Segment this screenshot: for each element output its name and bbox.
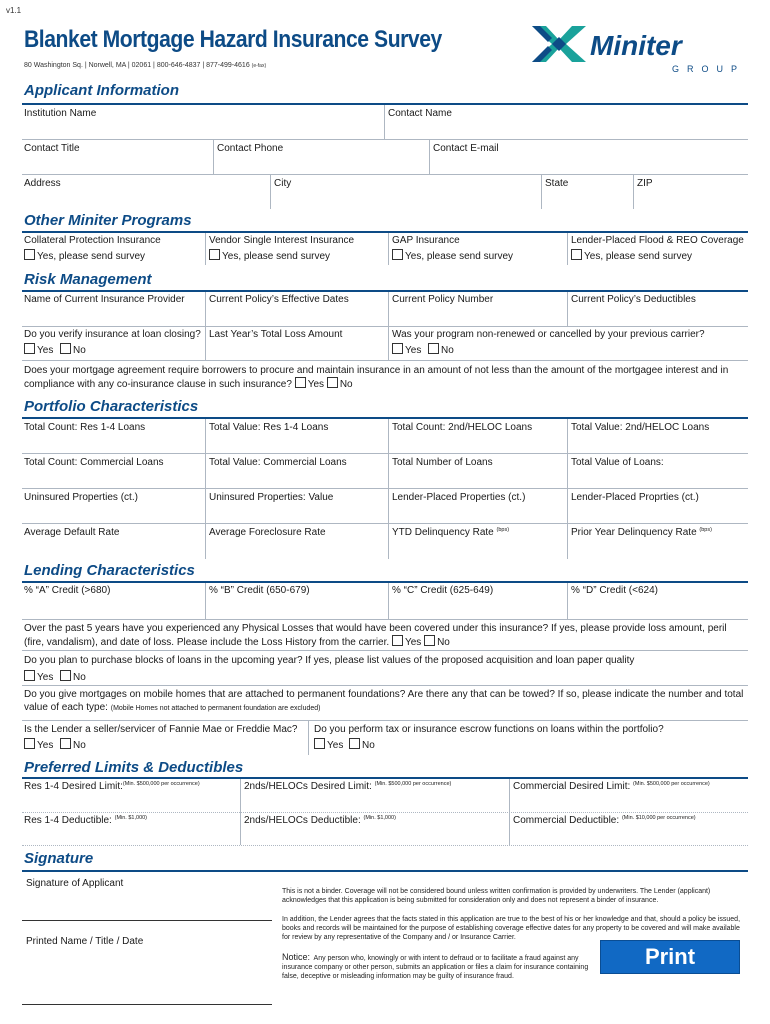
purchase-blocks-question: Do you plan to purchase blocks of loans in the upcoming year? If yes, please list values of the proposed acquisition and loan paper quality xyxy=(24,655,635,666)
purchase-blocks-no-option[interactable] xyxy=(60,670,86,683)
uninsured-value-field[interactable]: Uninsured Properties: Value xyxy=(209,492,334,503)
zip-field[interactable]: ZIP xyxy=(637,178,653,189)
efax-note: (e-fax) xyxy=(251,63,267,69)
option-label: No xyxy=(73,345,86,356)
heloc-limit-field[interactable] xyxy=(244,781,451,792)
total-number-field[interactable]: Total Number of Loans xyxy=(392,457,493,468)
checkbox-label: Yes, please send survey xyxy=(584,251,693,262)
value-commercial-field[interactable]: Total Value: Commercial Loans xyxy=(209,457,347,468)
coinsurance-question-text: Does your mortgage agreement require borrowers to procure and maintain insurance in an amount of not less than the amount of the mortgagee interest and in compliance with any co-insurance clause in such insurance? xyxy=(24,365,729,390)
logo-wordmark: Miniter xyxy=(590,30,682,61)
contact-email-field[interactable]: Contact E-mail xyxy=(433,143,499,154)
heloc-limit-label: 2nds/HELOCs Desired Limit: xyxy=(244,781,372,792)
total-value-field[interactable]: Total Value of Loans: xyxy=(571,457,664,468)
divider xyxy=(22,812,748,813)
checkbox-icon[interactable] xyxy=(24,343,35,354)
printed-name-line xyxy=(22,1004,272,1005)
signature-field[interactable]: Signature of Applicant xyxy=(26,878,124,889)
survey-checkbox-lender-placed[interactable] xyxy=(571,249,692,262)
checkbox-icon[interactable] xyxy=(327,377,338,388)
fraud-notice xyxy=(282,953,592,981)
heloc-deductible-note: (Min. $1,000) xyxy=(363,815,396,821)
option-label: No xyxy=(73,672,86,683)
checkbox-icon[interactable] xyxy=(428,343,439,354)
state-field[interactable]: State xyxy=(545,178,569,189)
company-address xyxy=(24,62,266,69)
divider xyxy=(22,326,748,327)
divider xyxy=(213,140,214,174)
count-heloc-field[interactable]: Total Count: 2nd/HELOC Loans xyxy=(392,422,533,433)
option-label: Yes xyxy=(327,740,344,751)
physical-losses-yes-option[interactable] xyxy=(392,637,421,648)
option-label: Yes xyxy=(37,740,54,751)
page-title: Blanket Mortgage Hazard Insurance Survey xyxy=(24,26,442,53)
checkbox-icon[interactable] xyxy=(295,377,306,388)
agreement-note: In addition, the Lender agrees that the facts stated in this application are true to the best of his or her knowledge and that, should a policy be issued, books and records will be maintained for the purpose of establishing coverage effective dates for any property to be covered and will make available for review by any representative of the Company and / or Insurance Carrier. xyxy=(282,916,741,941)
divider xyxy=(384,105,385,139)
purchase-blocks-yes-option[interactable] xyxy=(24,670,53,683)
coinsurance-yes-option[interactable] xyxy=(295,379,324,390)
deductibles-field[interactable]: Current Policy’s Deductibles xyxy=(571,294,696,305)
section-signature-title: Signature xyxy=(24,850,94,867)
lender-placed-props-field[interactable]: Lender-Placed Proprties (ct.) xyxy=(571,492,699,503)
contact-title-field[interactable]: Contact Title xyxy=(24,143,80,154)
total-loss-field[interactable]: Last Year’s Total Loss Amount xyxy=(209,329,343,340)
section-applicant-title: Applicant Information xyxy=(24,82,179,99)
divider xyxy=(22,360,748,361)
program-collateral-label: Collateral Protection Insurance xyxy=(24,235,161,246)
divider xyxy=(567,419,568,559)
avg-default-field[interactable]: Average Default Rate xyxy=(24,527,120,538)
signature-line xyxy=(22,920,272,921)
checkbox-icon[interactable] xyxy=(392,635,403,646)
option-label: Yes xyxy=(37,672,54,683)
commercial-deductible-field[interactable] xyxy=(513,815,696,826)
mobile-homes-question xyxy=(24,688,746,715)
escrow-yes-option[interactable] xyxy=(314,738,343,751)
divider xyxy=(388,419,389,559)
checkbox-icon[interactable] xyxy=(571,249,582,260)
checkbox-icon[interactable] xyxy=(209,249,220,260)
section-rule xyxy=(22,103,748,105)
divider xyxy=(205,583,206,619)
divider xyxy=(388,583,389,619)
option-label: No xyxy=(441,345,454,356)
heloc-limit-note: (Min. $500,000 per occurrence) xyxy=(374,781,452,787)
address-text: 80 Washington Sq. | Norwell, MA | 02061 | 800-646-4837 | 877-499-4616 xyxy=(24,62,250,69)
divider xyxy=(22,488,748,489)
effective-dates-field[interactable]: Current Policy’s Effective Dates xyxy=(209,294,349,305)
divider xyxy=(567,292,568,326)
credit-a-field[interactable]: % “A” Credit (>680) xyxy=(24,585,111,596)
res-deductible-note: (Min. $1,000) xyxy=(114,815,148,821)
checkbox-icon[interactable] xyxy=(392,249,403,260)
divider xyxy=(22,845,748,846)
checkbox-icon[interactable] xyxy=(24,738,35,749)
printed-name-field[interactable]: Printed Name / Title / Date xyxy=(26,936,144,947)
credit-d-field[interactable]: % “D” Credit (<624) xyxy=(571,585,658,596)
heloc-deductible-field[interactable] xyxy=(244,815,396,826)
fannie-no-option[interactable] xyxy=(60,738,86,751)
heloc-deductible-label: 2nds/HELOCs Deductible: xyxy=(244,815,361,826)
physical-losses-no-option[interactable] xyxy=(424,637,450,648)
divider xyxy=(205,292,206,326)
divider xyxy=(205,233,206,265)
prior-delinquency-label: Prior Year Delinquency Rate xyxy=(571,527,697,538)
res-limit-note: (Min. $500,000 per occurrence) xyxy=(122,781,200,787)
checkbox-icon[interactable] xyxy=(349,738,360,749)
section-limits-title: Preferred Limits & Deductibles xyxy=(24,759,244,776)
escrow-question: Do you perform tax or insurance escrow functions on loans within the portfolio? xyxy=(314,724,664,735)
divider xyxy=(388,327,389,360)
res-limit-field[interactable] xyxy=(24,781,200,792)
survey-checkbox-gap[interactable] xyxy=(392,249,513,262)
survey-checkbox-collateral[interactable] xyxy=(24,249,145,262)
divider xyxy=(22,720,748,721)
checkbox-icon[interactable] xyxy=(392,343,403,354)
divider xyxy=(509,779,510,845)
checkbox-icon[interactable] xyxy=(314,738,325,749)
count-res-field[interactable]: Total Count: Res 1-4 Loans xyxy=(24,422,146,433)
section-lending-title: Lending Characteristics xyxy=(24,562,195,579)
verify-yes-option[interactable] xyxy=(24,343,53,356)
divider xyxy=(240,779,241,845)
bps-unit: (bps) xyxy=(699,527,712,533)
avg-foreclosure-field[interactable]: Average Foreclosure Rate xyxy=(209,527,326,538)
divider xyxy=(567,583,568,619)
current-provider-field[interactable]: Name of Current Insurance Provider xyxy=(24,294,185,305)
divider xyxy=(541,175,542,209)
option-label: Yes xyxy=(37,345,54,356)
mobile-homes-text: Do you give mortgages on mobile homes that are attached to permanent foundations? Are there any that can be towed? If so, please indicate the number and total value of each type: xyxy=(24,689,744,713)
commercial-deductible-label: Commercial Deductible: xyxy=(513,815,620,826)
program-gap-label: GAP Insurance xyxy=(392,235,460,246)
miniter-logo-icon xyxy=(530,22,588,66)
program-lender-placed-label: Lender-Placed Flood & REO Coverage xyxy=(571,235,744,246)
divider xyxy=(22,650,748,651)
option-label: No xyxy=(73,740,86,751)
bps-unit: (bps) xyxy=(496,527,510,533)
divider xyxy=(22,685,748,686)
checkbox-label: Yes, please send survey xyxy=(222,251,331,262)
commercial-limit-label: Commercial Desired Limit: xyxy=(513,781,631,792)
logo-group-text: GROUP xyxy=(672,64,746,74)
contact-phone-field[interactable]: Contact Phone xyxy=(217,143,284,154)
address-field[interactable]: Address xyxy=(24,178,61,189)
non-renewed-no-option[interactable] xyxy=(428,343,454,356)
physical-losses-text: Over the past 5 years have you experienced any Physical Losses that would have been covered under this insurance? If yes, please provide loss amount, peril (fire, vandalism), and date of loss. Please include the Loss History from the carrier. xyxy=(24,623,727,648)
section-portfolio-title: Portfolio Characteristics xyxy=(24,398,199,415)
section-rule xyxy=(22,417,748,419)
divider xyxy=(270,175,271,209)
section-rule xyxy=(22,231,748,233)
divider xyxy=(22,523,748,524)
section-rule xyxy=(22,581,748,583)
section-rule xyxy=(22,290,748,292)
divider xyxy=(22,619,748,620)
institution-name-field[interactable]: Institution Name xyxy=(24,108,97,119)
divider xyxy=(205,419,206,559)
policy-number-field[interactable]: Current Policy Number xyxy=(392,294,494,305)
option-label: No xyxy=(362,740,375,751)
checkbox-label: Yes, please send survey xyxy=(37,251,146,262)
divider xyxy=(633,175,634,209)
divider xyxy=(22,174,748,175)
survey-checkbox-vendor[interactable] xyxy=(209,249,330,262)
contact-name-field[interactable]: Contact Name xyxy=(388,108,452,119)
option-label: Yes xyxy=(404,637,422,648)
option-label: Yes xyxy=(307,379,325,390)
checkbox-icon[interactable] xyxy=(424,635,435,646)
print-button[interactable]: Print xyxy=(600,940,740,974)
lender-placed-ct-field[interactable]: Lender-Placed Properties (ct.) xyxy=(392,492,526,503)
notice-label: Notice: xyxy=(282,952,311,962)
divider xyxy=(567,233,568,265)
divider xyxy=(388,233,389,265)
verify-no-option[interactable] xyxy=(60,343,86,356)
section-risk-title: Risk Management xyxy=(24,271,152,288)
option-label: Yes xyxy=(405,345,422,356)
fannie-yes-option[interactable] xyxy=(24,738,53,751)
credit-c-field[interactable]: % “C” Credit (625-649) xyxy=(392,585,494,596)
value-heloc-field[interactable]: Total Value: 2nd/HELOC Loans xyxy=(571,422,710,433)
city-field[interactable]: City xyxy=(274,178,292,189)
coinsurance-question xyxy=(24,364,744,391)
fannie-mae-question: Is the Lender a seller/servicer of Fannie Mae or Freddie Mac? xyxy=(24,724,298,735)
value-res-field[interactable]: Total Value: Res 1-4 Loans xyxy=(209,422,329,433)
divider xyxy=(429,140,430,174)
program-vendor-label: Vendor Single Interest Insurance xyxy=(209,235,355,246)
non-renewed-question: Was your program non-renewed or cancelled by your previous carrier? xyxy=(392,329,705,340)
version-label: v1.1 xyxy=(6,6,22,15)
prior-delinquency-field[interactable] xyxy=(571,527,712,538)
ytd-delinquency-label: YTD Delinquency Rate xyxy=(392,527,494,538)
commercial-limit-field[interactable] xyxy=(513,781,710,792)
commercial-deductible-note: (Min. $10,000 per occurrence) xyxy=(621,815,696,821)
divider xyxy=(388,292,389,326)
checkbox-icon[interactable] xyxy=(60,738,71,749)
option-label: No xyxy=(437,637,450,648)
non-renewed-yes-option[interactable] xyxy=(392,343,421,356)
checkbox-label: Yes, please send survey xyxy=(405,251,514,262)
checkbox-icon[interactable] xyxy=(60,343,71,354)
divider xyxy=(22,139,748,140)
section-rule xyxy=(22,777,748,779)
divider xyxy=(308,721,309,755)
checkbox-icon[interactable] xyxy=(24,670,35,681)
commercial-limit-note: (Min. $500,000 per occurrence) xyxy=(633,781,710,787)
physical-losses-question xyxy=(24,622,746,649)
res-deductible-field[interactable] xyxy=(24,815,147,826)
res-deductible-label: Res 1-4 Deductible: xyxy=(24,815,112,826)
divider xyxy=(22,453,748,454)
checkbox-icon[interactable] xyxy=(24,249,35,260)
section-rule xyxy=(22,870,748,872)
section-programs-title: Other Miniter Programs xyxy=(24,212,192,229)
escrow-no-option[interactable] xyxy=(349,738,375,751)
notice-text: Any person who, knowingly or with intent to defraud or to facilitate a fraud against any insurance company or other person, submits an application or files a claim for insurance containing false, deceptive or misleading information may be guilty of insurance fraud. xyxy=(282,955,589,980)
divider xyxy=(205,327,206,360)
option-label: No xyxy=(339,379,353,390)
coinsurance-no-option[interactable] xyxy=(327,379,353,390)
mobile-homes-note: (Mobile Homes not attached to permanent foundation are excluded) xyxy=(110,705,321,712)
count-commercial-field[interactable]: Total Count: Commercial Loans xyxy=(24,457,164,468)
credit-b-field[interactable]: % “B” Credit (650-679) xyxy=(209,585,310,596)
uninsured-ct-field[interactable]: Uninsured Properties (ct.) xyxy=(24,492,138,503)
ytd-delinquency-field[interactable] xyxy=(392,527,509,538)
binder-note: This is not a binder. Coverage will not be considered bound unless written confirmation is provided by underwriters. The Lender (applicant) acknowledges that this application is being submitted for consideration only and does not represent a binder of insurance. xyxy=(282,888,711,904)
checkbox-icon[interactable] xyxy=(60,670,71,681)
res-limit-label: Res 1-4 Desired Limit: xyxy=(24,781,123,792)
verify-insurance-question: Do you verify insurance at loan closing? xyxy=(24,329,201,340)
